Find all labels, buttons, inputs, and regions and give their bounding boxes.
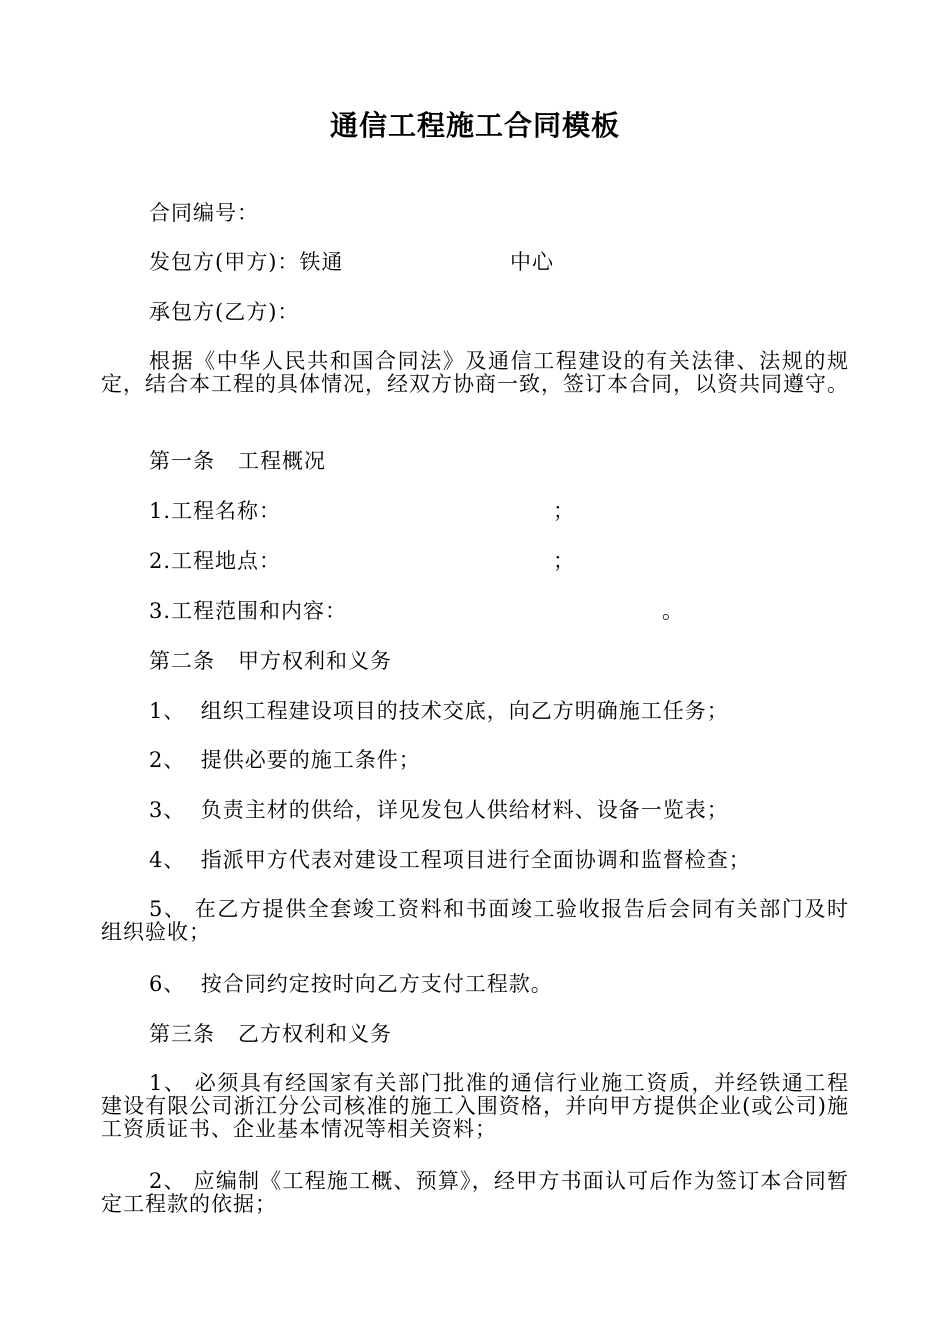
party-b-line: 承包方(乙方)： xyxy=(149,300,300,324)
article-2-item: 3、 负责主材的供给，详见发包人供给材料、设备一览表； xyxy=(149,798,729,822)
document-title: 通信工程施工合同模板 xyxy=(329,109,620,142)
project-scope-end: 。 xyxy=(662,599,684,623)
project-location-end: ； xyxy=(553,549,575,573)
article-2-heading: 第二条 甲方权利和义务 xyxy=(149,649,393,673)
article-3-item: 2、 应编制《工程施工概、预算》，经甲方书面认可后作为签订本合同暂定工程款的依据； xyxy=(101,1169,849,1216)
article-2-item: 6、 按合同约定按时向乙方支付工程款。 xyxy=(149,972,553,996)
party-a-line: 发包方(甲方)：铁通 xyxy=(149,250,344,274)
article-2-item: 2、 提供必要的施工条件； xyxy=(149,748,421,772)
project-scope-label: 3.工程范围和内容： xyxy=(149,599,348,623)
article-3-item: 1、 必须具有经国家有关部门批准的通信行业施工资质，并经铁通工程建设有限公司浙江分公司核准的施工入围资格，并向甲方提供企业(或公司)施工资质证书、企业基本情况等相关资料； xyxy=(101,1071,849,1141)
project-location-label: 2.工程地点： xyxy=(149,549,282,573)
contract-number-line: 合同编号： xyxy=(149,201,259,225)
article-2-item: 4、 指派甲方代表对建设工程项目进行全面协调和监督检查； xyxy=(149,848,751,872)
article-3-heading: 第三条 乙方权利和义务 xyxy=(149,1022,393,1046)
article-1-heading: 第一条 工程概况 xyxy=(149,449,327,473)
party-a-suffix: 中心 xyxy=(510,250,554,274)
project-name-label: 1.工程名称： xyxy=(149,499,282,523)
project-name-end: ； xyxy=(553,499,575,523)
article-2-item: 5、 在乙方提供全套竣工资料和书面竣工验收报告后会同有关部门及时组织验收； xyxy=(101,897,849,944)
preamble-paragraph: 根据《中华人民共和国合同法》及通信工程建设的有关法律、法规的规定，结合本工程的具体情况，经双方协商一致，签订本合同，以资共同遵守。 xyxy=(101,349,849,396)
article-2-item: 1、 组织工程建设项目的技术交底，向乙方明确施工任务； xyxy=(149,699,729,723)
